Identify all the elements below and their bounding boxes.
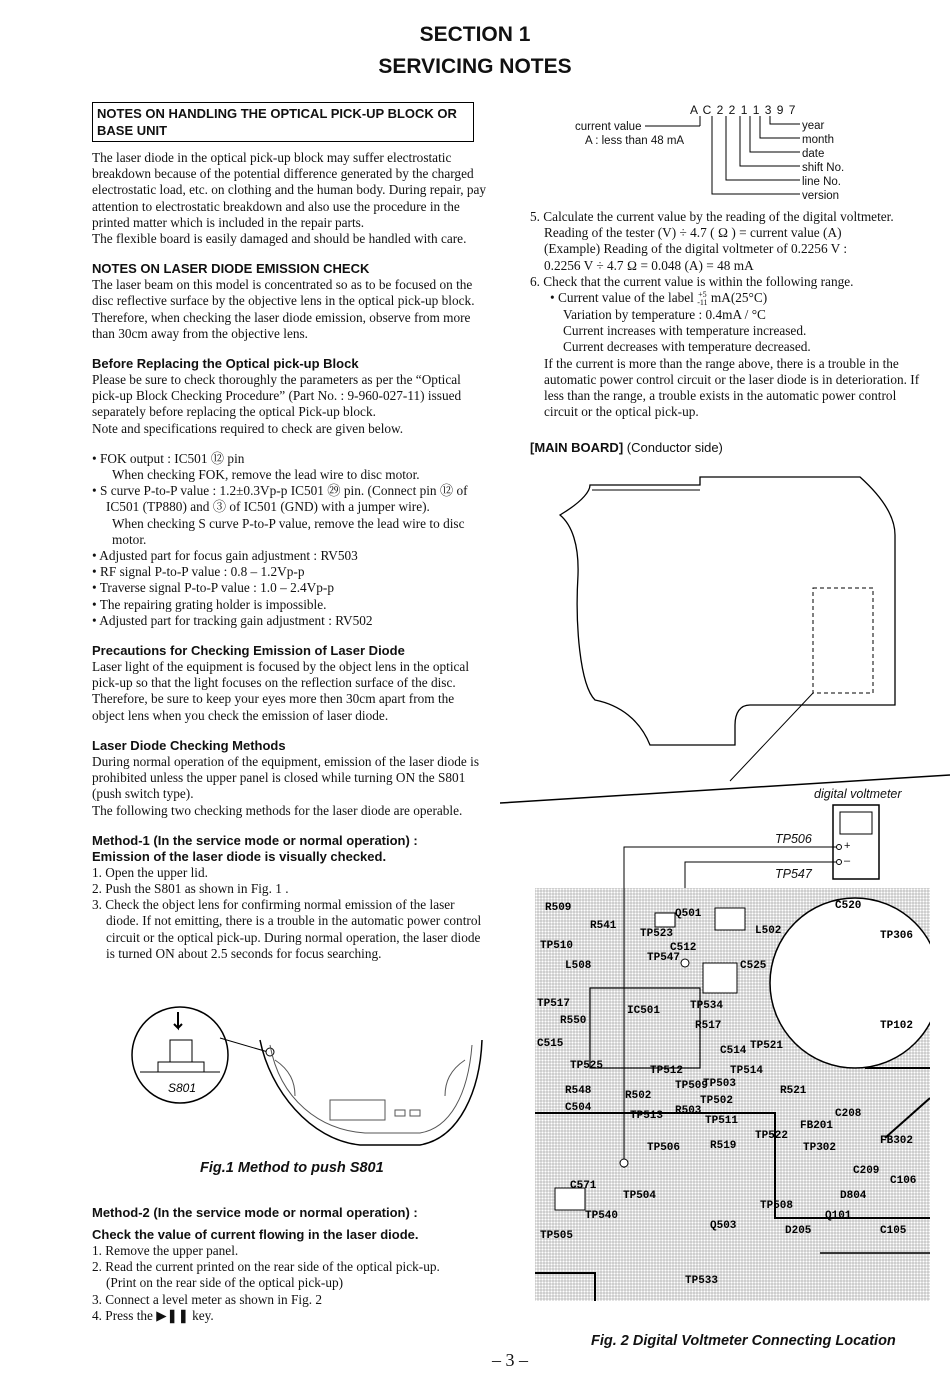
list-item: • The repairing grating holder is impossible. (92, 596, 327, 612)
pcb-label: FB201 (800, 1120, 834, 1132)
unit-detail-left (275, 1060, 295, 1096)
pcb-label: TP511 (705, 1115, 739, 1127)
pcb-label: TP522 (755, 1130, 789, 1142)
step6-line: 6. Check that the current value is within the following range. (530, 273, 854, 289)
method1-heading: Method-1 (In the service mode or normal operation) : (92, 832, 418, 848)
step6-sub: Variation by temperature : 0.4mA / °C (563, 306, 766, 322)
label-fields (802, 119, 844, 203)
tp547-label: TP547 (775, 867, 812, 881)
list-item: • RF signal P-to-P value : 0.8 – 1.2Vp-p (92, 564, 305, 580)
pcb-label: TP523 (640, 928, 674, 940)
s801-switch-body (170, 1040, 192, 1062)
step6-sub: Current increases with temperature increased. (563, 323, 807, 339)
zoom-region-marker (813, 588, 873, 693)
fig1-caption: Fig.1 Method to push S801 (200, 1160, 384, 1176)
pcb-label: TP102 (880, 1020, 914, 1032)
section-heading: SECTION 1 (419, 23, 531, 46)
intro-paragraph: The laser diode in the optical pick-up block may suffer electrostatic breakdown because of the potential difference generated by the charged electrostatic load, etc. on clothing and the human body. During repair, pay attention to electrostatic breakdown and also use the procedure in the printed matter which is included in the repair parts. (92, 150, 487, 230)
disc-motor-circle (770, 898, 930, 1068)
pcb-photo (535, 888, 930, 1301)
label-field: year (802, 120, 825, 132)
method1-step: 3. Check the object lens for confirming normal emission of the laser diode. If not emitting, there is a trouble in the automatic power control circuit or the optical pick-up. During normal operation, the laser diode is turned ON about 2.5 seconds for focus searching. (92, 897, 482, 961)
pcb-label: R509 (545, 902, 572, 914)
pcb-label: C512 (670, 942, 697, 954)
voltmeter-plus: + (844, 840, 851, 852)
step6-sub: Current decreases with temperature decreased. (563, 339, 811, 355)
method2-heading: Method-2 (In the service mode or normal operation) : (92, 1205, 418, 1220)
pcb-label: C105 (880, 1225, 907, 1237)
label-current-limit: A : less than 48 mA (585, 135, 685, 147)
step5-sub: 0.2256 V ÷ 4.7 Ω = 0.048 (A) = 48 mA (544, 257, 754, 273)
step6-bullet (530, 290, 930, 307)
pcb-label: TP512 (650, 1065, 684, 1077)
tolerance (697, 291, 707, 307)
pcb-component (715, 908, 745, 930)
step5-sub: Reading of the tester (V) ÷ 4.7 ( Ω ) = current value (A) (544, 225, 842, 241)
intro-paragraph-2: The flexible board is easily damaged and should be handled with care. (92, 231, 467, 247)
pcb-label: C525 (740, 960, 767, 972)
voltmeter-plus-terminal (837, 845, 842, 850)
pcb-label: TP306 (880, 930, 914, 942)
pcb-label: TP533 (685, 1275, 719, 1287)
step6-after: If the current is more than the range above, there is a trouble in the automatic power control circuit or the laser diode is in deterioration. If less than the range, a trouble exists in the automatic power control circuit or the optical pick-up. (544, 355, 920, 420)
pcb-label: TP508 (760, 1200, 794, 1212)
pcb-label: C571 (570, 1180, 597, 1192)
pcb-label: Q503 (710, 1220, 737, 1232)
steps-block (530, 209, 930, 420)
voltmeter-minus: – (844, 855, 851, 867)
pcb-label: TP514 (730, 1065, 764, 1077)
ic501-outline (590, 988, 700, 1068)
pcb-label: TP513 (630, 1110, 664, 1122)
voltmeter-display (840, 812, 872, 834)
pcb-label: R502 (625, 1090, 652, 1102)
pcb-label: L508 (565, 960, 592, 972)
label-leader-lines (640, 112, 810, 204)
before-replacing-note: Note and specifications required to check are given below. (92, 420, 404, 436)
label-field: month (802, 134, 834, 146)
pcb-label: TP509 (675, 1080, 709, 1092)
fig1-label: S801 (168, 1081, 197, 1095)
method2-step-note: (Print on the rear side of the optical pick-up) (106, 1275, 344, 1291)
unit-detail-right (445, 1060, 465, 1096)
unit-display-window (330, 1100, 385, 1120)
method2-step: 3. Connect a level meter as shown in Fig. 2 (92, 1291, 323, 1307)
pcb-label: TP505 (540, 1230, 574, 1242)
method2-step: 4. Press the ▶❚❚ key. (92, 1307, 214, 1323)
tp547-point (681, 959, 689, 967)
voltmeter-minus-terminal (837, 860, 842, 865)
pcb-label: Q501 (675, 908, 702, 920)
list-item-note: When checking S curve P-to-P value, remove the lead wire to disc motor. (112, 515, 465, 547)
label-field: line No. (802, 176, 841, 188)
board-outline-diagram (500, 455, 950, 810)
pcb-label: R517 (695, 1020, 722, 1032)
page-title: SERVICING NOTES (378, 55, 572, 78)
pcb-label: TP547 (647, 952, 681, 964)
list-item-note: When checking FOK, remove the lead wire to disc motor. (112, 467, 420, 483)
checking-methods-text-2: The following two checking methods for the laser diode are operable. (92, 802, 463, 818)
label-field: date (802, 148, 825, 160)
board-name: [MAIN BOARD] (530, 440, 624, 455)
unit-button (395, 1110, 405, 1116)
pcb-label: R550 (560, 1015, 587, 1027)
spec-bullet-list (92, 451, 487, 629)
pcb-label: TP504 (623, 1190, 657, 1202)
board-side: (Conductor side) (626, 440, 723, 455)
pcb-label: R519 (710, 1140, 737, 1152)
zoom-leader-line (730, 693, 813, 781)
emission-check-text: The laser beam on this model is concentrated so as to be focused on the disc reflective surface by the objective lens in the optical pick-up block. Therefore, when checking the laser diode emission, observe from more than 30cm away from the objective lens. (92, 277, 475, 341)
tp506-label: TP506 (775, 832, 812, 846)
step6-bullet-prefix: • Current value of the label (550, 290, 698, 306)
tp506-point (620, 1159, 628, 1167)
pcb-label: C520 (835, 900, 862, 912)
step5-line: 5. Calculate the current value by the reading of the digital voltmeter. (530, 209, 894, 224)
pcb-component (703, 963, 737, 993)
pcb-label: TP510 (540, 940, 574, 952)
pcb-trace (885, 1098, 930, 1138)
pcb-label: TP534 (690, 1000, 724, 1012)
pcb-label: TP302 (803, 1142, 837, 1154)
label-code: A C 2 2 1 1 3 9 7 (690, 103, 797, 117)
pcb-label: TP502 (700, 1095, 734, 1107)
tolerance-minus: -11 (697, 297, 708, 307)
pcb-label: C106 (890, 1175, 917, 1187)
tolerance-plus: +5 (698, 289, 707, 299)
pcb-label: R548 (565, 1085, 592, 1097)
checking-methods-text: During normal operation of the equipment, emission of the laser diode is prohibited unless the upper panel is closed while turning ON the S801 (push switch type). (92, 753, 479, 802)
pcb-label: R503 (675, 1105, 702, 1117)
emission-check-heading: NOTES ON LASER DIODE EMISSION CHECK (92, 261, 370, 277)
voltmeter-label: digital voltmeter (814, 787, 902, 801)
method1-step: 1. Open the upper lid. (92, 864, 208, 880)
pcb-label: TP540 (585, 1210, 619, 1222)
pcb-label: R541 (590, 920, 617, 932)
pcb-label: TP525 (570, 1060, 604, 1072)
method2-step: 2. Read the current printed on the rear side of the optical pick-up. (92, 1259, 440, 1275)
pcb-label: Q101 (825, 1210, 852, 1222)
pcb-trace (535, 1273, 595, 1301)
unit-outline (260, 1040, 482, 1145)
pcb-label: TP503 (703, 1078, 737, 1090)
pcb-label: D804 (840, 1190, 867, 1202)
before-replacing-heading: Before Replacing the Optical pick-up Block (92, 356, 359, 372)
s801-location-marker (266, 1048, 274, 1056)
list-item: • S curve P-to-P value : 1.2±0.3Vp-p IC501 ㉙ pin. (Connect pin ⑫ of IC501 (TP880) and ③ of IC501 (GND) with a jumper wire). (92, 483, 468, 515)
fig2-caption: Fig. 2 Digital Voltmeter Connecting Location (591, 1333, 896, 1349)
pcb-label: FB302 (880, 1135, 914, 1147)
list-item: • Traverse signal P-to-P value : 1.0 – 2.4Vp-p (92, 580, 335, 596)
method1-subheading: Emission of the laser diode is visually checked. (92, 848, 387, 864)
pcb-label: C504 (565, 1102, 592, 1114)
pcb-label: R521 (780, 1085, 807, 1097)
method2-block (92, 1205, 487, 1324)
fig1-drawing (120, 1000, 490, 1160)
pcb-label: C514 (720, 1045, 747, 1057)
list-item: • Adjusted part for focus gain adjustment : RV503 (92, 548, 358, 564)
list-item: • Adjusted part for tracking gain adjustment : RV502 (92, 612, 373, 628)
pcb-traces (535, 888, 930, 1301)
label-current-value-text: current value (575, 121, 642, 133)
s801-switch-base (158, 1062, 204, 1072)
pcb-label: IC501 (627, 1005, 661, 1017)
list-item: • FOK output : IC501 ⑫ pin (92, 450, 245, 466)
before-replacing-text: Please be sure to check thoroughly the parameters as per the “Optical pick-up Block Checking Procedure” (Part No. : 9-960-027-11) issued separately before replacing the optical Pick-up block. (92, 372, 462, 420)
pcb-label: C208 (835, 1108, 862, 1120)
pcb-label: D205 (785, 1225, 812, 1237)
page-number: – 3 – (492, 1350, 528, 1370)
board-heading (530, 440, 723, 455)
pcb-label: TP521 (750, 1040, 784, 1052)
pcb-label: L502 (755, 925, 782, 937)
label-field: shift No. (802, 162, 845, 174)
pcb-label: C515 (537, 1038, 564, 1050)
pcb-label: TP506 (647, 1142, 681, 1154)
fig1-diagram (120, 1000, 490, 1160)
unit-button (410, 1110, 420, 1116)
method1-step: 2. Push the S801 as shown in Fig. 1 . (92, 880, 289, 896)
label-field: version (802, 190, 840, 202)
method2-subheading: Check the value of current flowing in the laser diode. (92, 1227, 419, 1242)
precautions-text: Laser light of the equipment is focused by the object lens in the optical pick-up so that the light focuses on the reflection surface of the disc. Therefore, be sure to keep your eyes more then 30cm apart from the object lens when you check the emission of laser diode. (92, 659, 470, 723)
checking-methods-heading: Laser Diode Checking Methods (92, 737, 286, 753)
board-outline (560, 477, 895, 745)
pcb-label: TP517 (537, 998, 571, 1010)
pcb-label: C209 (853, 1165, 880, 1177)
method2-step: 1. Remove the upper panel. (92, 1243, 239, 1258)
precautions-heading: Precautions for Checking Emission of Laser Diode (92, 643, 405, 659)
handling-notes-box: NOTES ON HANDLING THE OPTICAL PICK-UP BLOCK OR BASE UNIT (92, 102, 474, 142)
step5-sub: (Example) Reading of the digital voltmeter of 0.2256 V : (544, 241, 848, 257)
left-column (92, 102, 487, 962)
step6-bullet-suffix: mA(25°C) (707, 290, 768, 306)
pcb-component (655, 913, 675, 927)
